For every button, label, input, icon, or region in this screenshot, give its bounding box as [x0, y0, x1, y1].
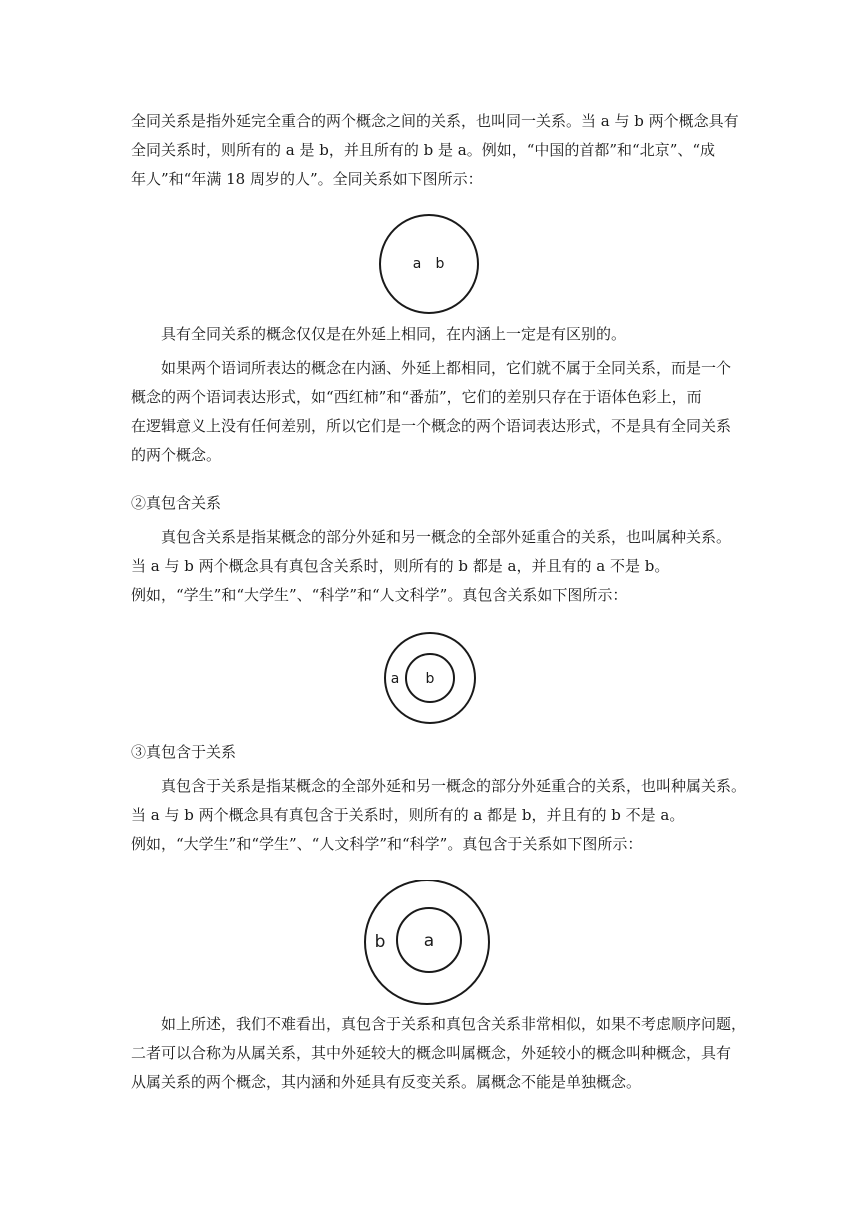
proper-inclusion-diagram [380, 630, 484, 728]
text-line: 如上所述，我们不难看出，真包含于关系和真包含关系非常相似，如果不考虑顺序问题， [161, 1015, 747, 1033]
text-line: 具有全同关系的概念仅仅是在外延上相同，在内涵上一定是有区别的。 [161, 325, 627, 343]
proper-included-diagram [360, 880, 496, 1008]
text-line: 如果两个语词所表达的概念在内涵、外延上都相同，它们就不属于全同关系，而是一个 [161, 359, 732, 377]
text-line: 全同关系时，则所有的 a 是 b，并且所有的 b 是 a。例如，“中国的首都”和“北京”、“成 [131, 141, 716, 159]
text-line: ③真包含于关系 [131, 743, 237, 761]
text-line: 真包含于关系是指某概念的全部外延和另一概念的部分外延重合的关系，也叫种属关系。 [161, 777, 747, 795]
text-line: 真包含关系是指某概念的部分外延和另一概念的全部外延重合的关系，也叫属种关系。 [161, 528, 732, 546]
text-line: 当 a 与 b 两个概念具有真包含关系时，则所有的 b 都是 a，并且有的 a 不是 b。 [131, 557, 670, 575]
paragraph-proper-included [131, 772, 751, 859]
paragraph-proper-inclusion [131, 523, 751, 610]
text-line: ②真包含关系 [131, 494, 222, 512]
paragraph-summary [131, 1010, 751, 1097]
identity-circle [380, 215, 478, 313]
text-line: 例如，“学生”和“大学生”、“科学”和“人文科学”。真包含关系如下图所示： [131, 586, 628, 604]
text-line: 年人”和“年满 18 周岁的人”。全同关系如下图所示： [131, 170, 483, 188]
text-line: 全同关系是指外延完全重合的两个概念之间的关系，也叫同一关系。当 a 与 b 两个概念具有 [131, 112, 739, 130]
text-line: 例如，“大学生”和“学生”、“人文科学”和“科学”。真包含于关系如下图所示： [131, 835, 643, 853]
paragraph-identity-note [131, 320, 751, 349]
diagram-label-outer: a [390, 671, 400, 687]
identity-relation-diagram [376, 213, 486, 317]
text-line: 在逻辑意义上没有任何差别，所以它们是一个概念的两个语词表达形式，不是具有全同关系 [131, 417, 732, 435]
diagram-label-inner: b [425, 671, 435, 687]
text-line: 二者可以合称为从属关系，其中外延较大的概念叫属概念，外延较小的概念叫种概念，具有 [131, 1044, 732, 1062]
section-heading-proper-included [131, 738, 751, 767]
paragraph-identity-definition [131, 107, 751, 194]
diagram-label-inner: a [423, 931, 435, 951]
text-line: 当 a 与 b 两个概念具有真包含于关系时，则所有的 a 都是 b，并且有的 b 不是 a。 [131, 806, 685, 824]
text-line: 的两个概念。 [131, 446, 222, 464]
text-line: 概念的两个语词表达形式，如“西红柿”和“番茄”，它们的差别只存在于语体色彩上，而 [131, 388, 702, 406]
paragraph-synonym-note [131, 354, 751, 470]
section-heading-proper-inclusion [131, 489, 751, 518]
diagram-label-b: b [435, 256, 445, 272]
diagram-label-outer: b [374, 932, 386, 952]
diagram-label-a: a [412, 256, 422, 272]
text-line: 从属关系的两个概念，其内涵和外延具有反变关系。属概念不能是单独概念。 [131, 1073, 642, 1091]
